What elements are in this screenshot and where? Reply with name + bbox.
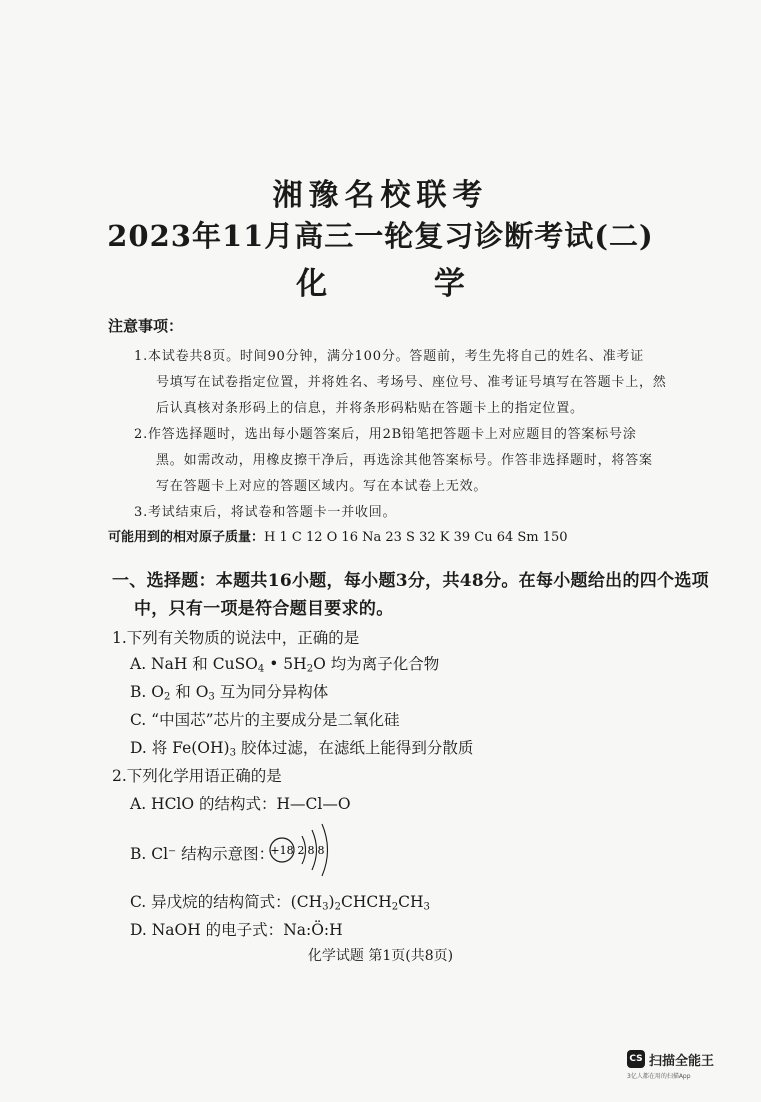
nucleus-charge: +18 bbox=[270, 844, 294, 857]
exam-org-title: 湘豫名校联考 bbox=[272, 178, 489, 213]
exam-title: 2023年11月高三一轮复习诊断考试(二) bbox=[107, 219, 654, 253]
question-2-option-a: A. HClO 的结构式：H—Cl—O bbox=[130, 795, 351, 813]
question-2-option-c: C. 异戊烷的结构简式：$(CH_3)_2CHCH_2CH_3$ bbox=[130, 893, 430, 913]
question-2-option-d: D. NaOH 的电子式：Na:Ö:H bbox=[130, 921, 343, 939]
shell-electron-count: 8 bbox=[307, 844, 315, 857]
atomic-mass-values: H 1 C 12 O 16 Na 23 S 32 K 39 Cu 64 Sm 150 bbox=[264, 530, 568, 545]
notice-line: 1.本试卷共8页。时间90分钟，满分100分。答题前，考生先将自己的姓名、准考证 bbox=[134, 349, 645, 364]
question-1-option-b: B. $O_2$ 和 $O_3$ 互为同分异构体 bbox=[130, 683, 329, 703]
question-1-option-c: C. “中国芯”芯片的主要成分是二氧化硅 bbox=[130, 711, 400, 729]
camscanner-logo-icon: CS bbox=[627, 1050, 645, 1068]
watermark-subtitle: 3亿人都在用的扫描App bbox=[627, 1073, 691, 1080]
notice-line: 写在答题卡上对应的答题区域内。写在本试卷上无效。 bbox=[156, 479, 488, 494]
section-heading-cont: 中，只有一项是符合题目要求的。 bbox=[134, 599, 394, 619]
subject-title: 化 学 bbox=[296, 266, 513, 302]
page-footer: 化学试题 第1页(共8页) bbox=[307, 948, 454, 964]
notice-heading: 注意事项： bbox=[108, 317, 184, 335]
section-heading: 一、选择题：本题共16小题，每小题3分，共48分。在每小题给出的四个选项 bbox=[112, 571, 709, 591]
question-1-option-d: D. 将 $Fe(OH)_3$ 胶体过滤，在滤纸上能得到分散质 bbox=[130, 739, 474, 759]
question-2-option-b: B. Cl⁻ 结构示意图： bbox=[130, 845, 275, 863]
question-1-stem: 1.下列有关物质的说法中，正确的是 bbox=[112, 629, 360, 647]
watermark-name: 扫描全能王 bbox=[649, 1054, 715, 1069]
question-2-stem: 2.下列化学用语正确的是 bbox=[112, 767, 282, 785]
atomic-mass-line bbox=[108, 526, 568, 545]
shell-electron-count: 2 bbox=[297, 844, 305, 857]
shell-electron-count: 8 bbox=[317, 844, 325, 857]
question-1-option-a: A. NaH 和 CuSO$_4$ • $5H_2O$ 均为离子化合物 bbox=[130, 655, 440, 675]
atomic-mass-label: 可能用到的相对原子质量： bbox=[108, 530, 265, 545]
notice-line: 3.考试结束后，将试卷和答题卡一并收回。 bbox=[134, 505, 397, 520]
naoh-electron-formula: Na:Ö:H bbox=[283, 921, 343, 939]
chloride-ion-structure-diagram bbox=[268, 818, 338, 878]
notice-line: 黑。如需改动，用橡皮擦干净后，再选涂其他答案标号。作答非选择题时，将答案 bbox=[156, 453, 653, 468]
notice-line: 号填写在试卷指定位置，并将姓名、考场号、座位号、准考证号填写在答题卡上，然 bbox=[156, 375, 667, 390]
notice-line: 2.作答选择题时，选出每小题答案后，用2B铅笔把答题卡上对应题目的答案标号涂 bbox=[134, 427, 637, 442]
notice-line: 后认真核对条形码上的信息，并将条形码粘贴在答题卡上的指定位置。 bbox=[156, 401, 584, 416]
